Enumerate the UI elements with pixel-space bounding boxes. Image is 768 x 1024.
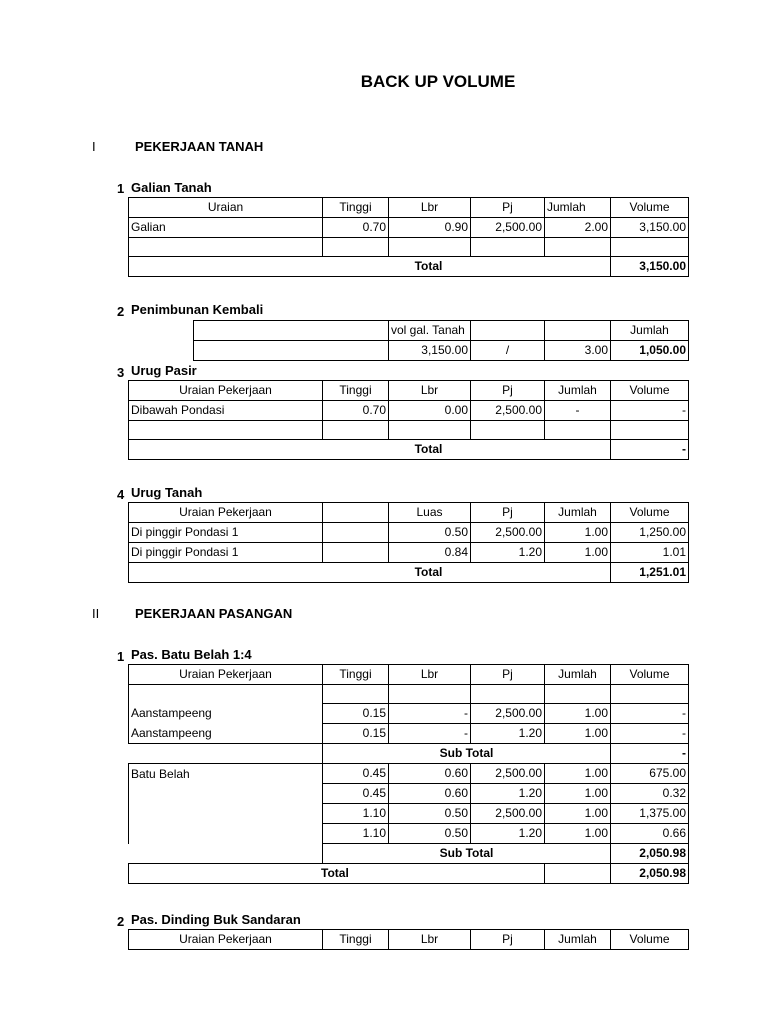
table-cell: 1.00 xyxy=(545,543,611,563)
table-cell: 0.50 xyxy=(389,804,471,824)
header-cell: Lbr xyxy=(389,198,471,218)
batu-belah-table xyxy=(128,664,689,884)
header-cell: Volume xyxy=(611,198,689,218)
header-cell: Jumlah xyxy=(545,381,611,401)
table-row xyxy=(129,523,689,543)
item-label: Pas. Dinding Buk Sandaran xyxy=(131,912,301,927)
header-cell: Tinggi xyxy=(323,381,389,401)
subtotal-row xyxy=(129,844,689,864)
table-cell: Galian xyxy=(129,218,323,238)
table-cell: 2.00 xyxy=(545,218,611,238)
table-cell xyxy=(471,421,545,440)
header-cell: Lbr xyxy=(389,665,471,685)
table-cell: 0.50 xyxy=(389,523,471,543)
table-row xyxy=(129,238,689,257)
item-number: 3 xyxy=(117,365,125,380)
table-cell: 0.15 xyxy=(323,704,389,724)
table-cell xyxy=(129,804,323,824)
table-cell: 1.00 xyxy=(545,764,611,784)
table-cell: 0.70 xyxy=(323,401,389,421)
item-label: Urug Tanah xyxy=(131,485,203,500)
table-cell: - xyxy=(389,724,471,744)
table-cell: 0.00 xyxy=(389,401,471,421)
table-cell: 1.00 xyxy=(545,724,611,744)
table-cell xyxy=(323,543,389,563)
table-cell: 2,500.00 xyxy=(471,401,545,421)
total-value: 2,050.98 xyxy=(611,864,689,884)
table-cell: 1.20 xyxy=(471,724,545,744)
header-cell: Volume xyxy=(611,381,689,401)
table-cell xyxy=(129,844,323,864)
table-cell: 1.10 xyxy=(323,824,389,844)
total-row xyxy=(129,257,689,277)
table-cell xyxy=(545,321,611,341)
header-cell xyxy=(323,503,389,523)
galian-table xyxy=(128,197,689,277)
table-cell: 0.15 xyxy=(323,724,389,744)
table-cell xyxy=(611,685,689,704)
table-cell: Aanstampeeng xyxy=(129,704,323,724)
table-cell: 3,150.00 xyxy=(611,218,689,238)
total-value: 1,251.01 xyxy=(611,563,689,583)
subtotal-value: - xyxy=(611,744,689,764)
table-cell xyxy=(545,685,611,704)
table-row xyxy=(129,784,689,804)
total-label: Total xyxy=(129,563,611,583)
header-cell: Uraian Pekerjaan xyxy=(129,503,323,523)
table-cell: 1,375.00 xyxy=(611,804,689,824)
table-cell: 3.00 xyxy=(545,341,611,361)
table-cell xyxy=(323,523,389,543)
table-cell: 0.32 xyxy=(611,784,689,804)
table-cell: 0.45 xyxy=(323,784,389,804)
total-row xyxy=(129,440,689,460)
table-cell: 1.01 xyxy=(611,543,689,563)
table-cell: 1.00 xyxy=(545,804,611,824)
table-cell xyxy=(611,421,689,440)
urug-tanah-table xyxy=(128,502,689,583)
table-cell: Batu Belah xyxy=(129,764,323,784)
total-label: Total xyxy=(129,440,611,460)
table-cell xyxy=(129,744,323,764)
header-cell: Jumlah xyxy=(611,321,689,341)
table-cell xyxy=(611,238,689,257)
section-label: PEKERJAAN PASANGAN xyxy=(135,606,293,621)
table-cell: 675.00 xyxy=(611,764,689,784)
table-cell: - xyxy=(611,704,689,724)
dinding-table xyxy=(128,929,689,950)
table-row xyxy=(129,804,689,824)
item-number: 2 xyxy=(117,304,125,319)
header-cell: Pj xyxy=(471,381,545,401)
subtotal-row xyxy=(129,744,689,764)
item-number: 4 xyxy=(117,487,125,502)
section-label: PEKERJAAN TANAH xyxy=(135,139,264,154)
table-cell xyxy=(323,421,389,440)
table-cell: 1.00 xyxy=(545,704,611,724)
table-cell xyxy=(545,238,611,257)
table-cell: / xyxy=(471,341,545,361)
table-cell xyxy=(129,784,323,804)
header-cell: vol gal. Tanah xyxy=(389,321,471,341)
table-cell: 0.70 xyxy=(323,218,389,238)
total-value: - xyxy=(611,440,689,460)
table-cell: 0.60 xyxy=(389,764,471,784)
section-number: II xyxy=(92,606,100,621)
table-cell: 0.45 xyxy=(323,764,389,784)
table-row xyxy=(129,543,689,563)
table-cell xyxy=(545,864,611,884)
header-cell: Volume xyxy=(611,665,689,685)
table-row xyxy=(194,341,689,361)
table-cell xyxy=(471,238,545,257)
item-number: 1 xyxy=(117,181,125,196)
subtotal-label: Sub Total xyxy=(323,844,611,864)
header-cell: Uraian Pekerjaan xyxy=(129,665,323,685)
table-cell xyxy=(471,321,545,341)
table-row xyxy=(129,724,689,744)
item-label: Penimbunan Kembali xyxy=(131,302,264,317)
page-title: BACK UP VOLUME xyxy=(360,72,516,91)
table-cell xyxy=(389,238,471,257)
table-cell: 1.00 xyxy=(545,784,611,804)
header-cell: Lbr xyxy=(389,381,471,401)
table-row xyxy=(129,824,689,844)
table-cell xyxy=(194,321,389,341)
table-cell: 0.84 xyxy=(389,543,471,563)
penimbunan-table xyxy=(193,320,689,361)
header-cell: Luas xyxy=(389,503,471,523)
table-cell: Di pinggir Pondasi 1 xyxy=(129,543,323,563)
table-cell: 2,500.00 xyxy=(471,804,545,824)
subtotal-value: 2,050.98 xyxy=(611,844,689,864)
table-cell: 0.50 xyxy=(389,824,471,844)
table-cell: - xyxy=(389,704,471,724)
table-header-row xyxy=(129,198,689,218)
table-row xyxy=(129,764,689,784)
table-cell: Aanstampeeng xyxy=(129,724,323,744)
table-cell xyxy=(389,421,471,440)
total-row xyxy=(129,864,689,884)
table-cell: 1,050.00 xyxy=(611,341,689,361)
table-cell: 2,500.00 xyxy=(471,218,545,238)
table-row xyxy=(129,218,689,238)
header-cell: Uraian Pekerjaan xyxy=(129,930,323,950)
total-row xyxy=(129,563,689,583)
table-cell: 0.90 xyxy=(389,218,471,238)
table-header-row xyxy=(129,665,689,685)
table-cell xyxy=(389,685,471,704)
header-cell: Tinggi xyxy=(323,665,389,685)
table-cell: - xyxy=(611,724,689,744)
table-cell xyxy=(323,685,389,704)
table-cell: 3,150.00 xyxy=(389,341,471,361)
table-cell: 2,500.00 xyxy=(471,704,545,724)
table-cell xyxy=(129,421,323,440)
table-header-row xyxy=(129,930,689,950)
header-cell: Lbr xyxy=(389,930,471,950)
table-cell xyxy=(129,685,323,704)
header-cell: Uraian xyxy=(129,198,323,218)
header-cell: Jumlah xyxy=(545,198,611,218)
header-cell: Jumlah xyxy=(545,503,611,523)
table-cell xyxy=(323,238,389,257)
table-cell: 0.66 xyxy=(611,824,689,844)
table-cell: 2,500.00 xyxy=(471,523,545,543)
table-row xyxy=(129,704,689,724)
table-header-row xyxy=(129,503,689,523)
total-label: Total xyxy=(129,864,545,884)
table-cell: 1.20 xyxy=(471,784,545,804)
header-cell: Tinggi xyxy=(323,930,389,950)
table-header-row xyxy=(194,321,689,341)
table-header-row xyxy=(129,381,689,401)
item-label: Galian Tanah xyxy=(131,180,212,195)
table-cell: 1,250.00 xyxy=(611,523,689,543)
table-cell: 1.00 xyxy=(545,523,611,543)
table-cell: - xyxy=(545,401,611,421)
table-cell: 1.20 xyxy=(471,543,545,563)
subtotal-label: Sub Total xyxy=(323,744,611,764)
table-cell: 1.10 xyxy=(323,804,389,824)
item-number: 1 xyxy=(117,649,125,664)
table-cell: 1.00 xyxy=(545,824,611,844)
header-cell: Jumlah xyxy=(545,665,611,685)
total-label: Total xyxy=(129,257,611,277)
table-row xyxy=(129,401,689,421)
table-cell xyxy=(129,824,323,844)
item-label: Pas. Batu Belah 1:4 xyxy=(131,647,252,662)
table-cell xyxy=(545,421,611,440)
total-value: 3,150.00 xyxy=(611,257,689,277)
table-cell xyxy=(471,685,545,704)
header-cell: Pj xyxy=(471,930,545,950)
item-label: Urug Pasir xyxy=(131,363,197,378)
table-cell xyxy=(194,341,389,361)
header-cell: Pj xyxy=(471,503,545,523)
header-cell: Uraian Pekerjaan xyxy=(129,381,323,401)
header-cell: Tinggi xyxy=(323,198,389,218)
table-row xyxy=(129,421,689,440)
table-row xyxy=(129,685,689,704)
header-cell: Pj xyxy=(471,198,545,218)
table-cell: - xyxy=(611,401,689,421)
table-cell xyxy=(129,238,323,257)
urug-pasir-table xyxy=(128,380,689,460)
item-number: 2 xyxy=(117,914,125,929)
header-cell: Pj xyxy=(471,665,545,685)
section-number: I xyxy=(92,139,96,154)
table-cell: 2,500.00 xyxy=(471,764,545,784)
header-cell: Volume xyxy=(611,503,689,523)
table-cell: 1.20 xyxy=(471,824,545,844)
header-cell: Jumlah xyxy=(545,930,611,950)
table-cell: Dibawah Pondasi xyxy=(129,401,323,421)
header-cell: Volume xyxy=(611,930,689,950)
table-cell: Di pinggir Pondasi 1 xyxy=(129,523,323,543)
table-cell: 0.60 xyxy=(389,784,471,804)
